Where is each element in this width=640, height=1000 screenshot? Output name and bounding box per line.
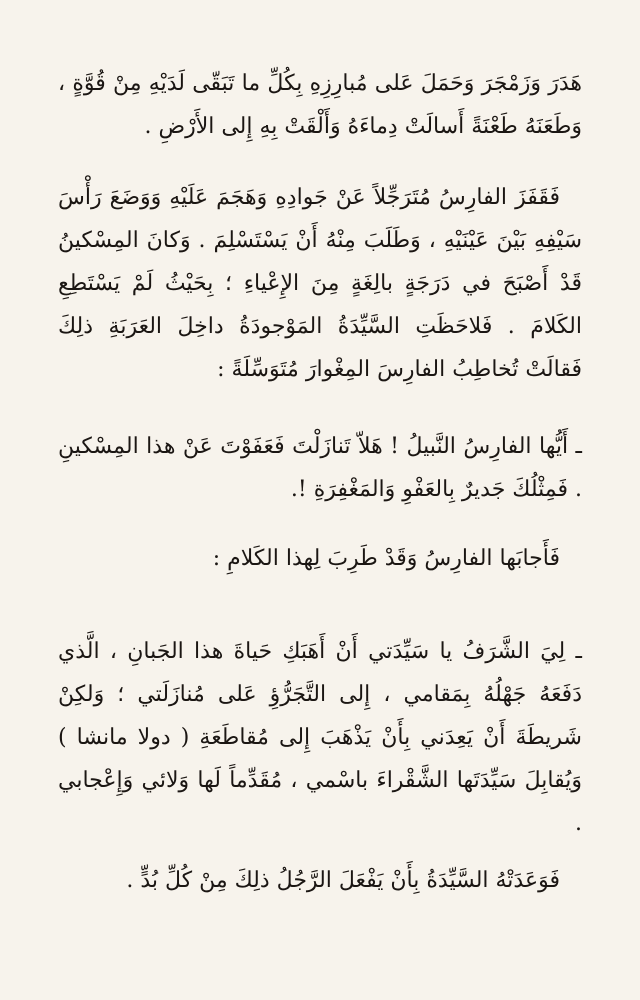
paragraph-knight-speech: ـ لِيَ الشَّرَفُ يا سَيِّدَتي أَنْ أَهَبَكِ حَياةَ هذا الجَبانِ ، الَّذي دَفَعَهُ جَهْلُهُ بِمَقامي ، إِلى التَّجَرُّؤِ عَلى مُنازَلَتي ؛ وَلكِنْ شَريطَةَ أَنْ يَعِدَني بِأَنْ يَذْهَبَ إِلى مُقاطَعَةِ ( دولا مانشا ) وَيُقابِلَ سَيِّدَتَها الشَّقْراءَ باسْمي ، مُقَدِّماً لَها وَلائي وَإِعْجابي . [58, 639, 582, 836]
paragraph-lady-pleads: ـ أَيُّها الفارِسُ النَّبيلُ ! هَلاّ تَنازَلْتَ فَعَفَوْتَ عَنْ هذا المِسْكينِ . فَمِثْلُكَ جَديرٌ بِالعَفْوِ وَالمَغْفِرَةِ !. [58, 434, 582, 502]
paragraph-lady-promises: فَوَعَدَتْهُ السَّيِّدَةُ بِأَنْ يَفْعَلَ الرَّجُلُ ذلِكَ مِنْ كُلِّ بُدٍّ . [126, 868, 560, 893]
paragraph-knight-replies: فَأَجابَها الفارِسُ وَقَدْ طَرِبَ لِهذا الكَلامِ : [212, 546, 560, 571]
paragraph-knight-charges: هَدَرَ وَزَمْجَرَ وَحَمَلَ عَلى مُبارِزِهِ بِكُلِّ ما تَبَقّى لَدَيْهِ مِنْ قُوَّةٍ ، وَطَعَنَهُ طَعْنَةً أَسالَتْ دِماءَهُ وَأَلْقَتْ بِهِ إِلى الأَرْضِ . [58, 71, 582, 139]
paragraph-knight-dismounts: فَقَفَزَ الفارِسُ مُتَرَجِّلاً عَنْ جَوادِهِ وَهَجَمَ عَلَيْهِ وَوَضَعَ رَأْسَ سَيْفِهِ بَيْنَ عَيْنَيْهِ ، وَطَلَبَ مِنْهُ أَنْ يَسْتَسْلِمَ . وَكانَ المِسْكينُ قَدْ أَصْبَحَ في دَرَجَةٍ بالِغَةٍ مِنَ الإِعْياءِ ؛ بِحَيْثُ لَمْ يَسْتَطِعِ الكَلامَ . فَلاحَظَتِ السَّيِّدَةُ المَوْجودَةُ داخِلَ العَرَبَةِ ذلِكَ فَقالَتْ تُخاطِبُ الفارِسَ المِغْوارَ مُتَوَسِّلَةً : [58, 185, 582, 382]
